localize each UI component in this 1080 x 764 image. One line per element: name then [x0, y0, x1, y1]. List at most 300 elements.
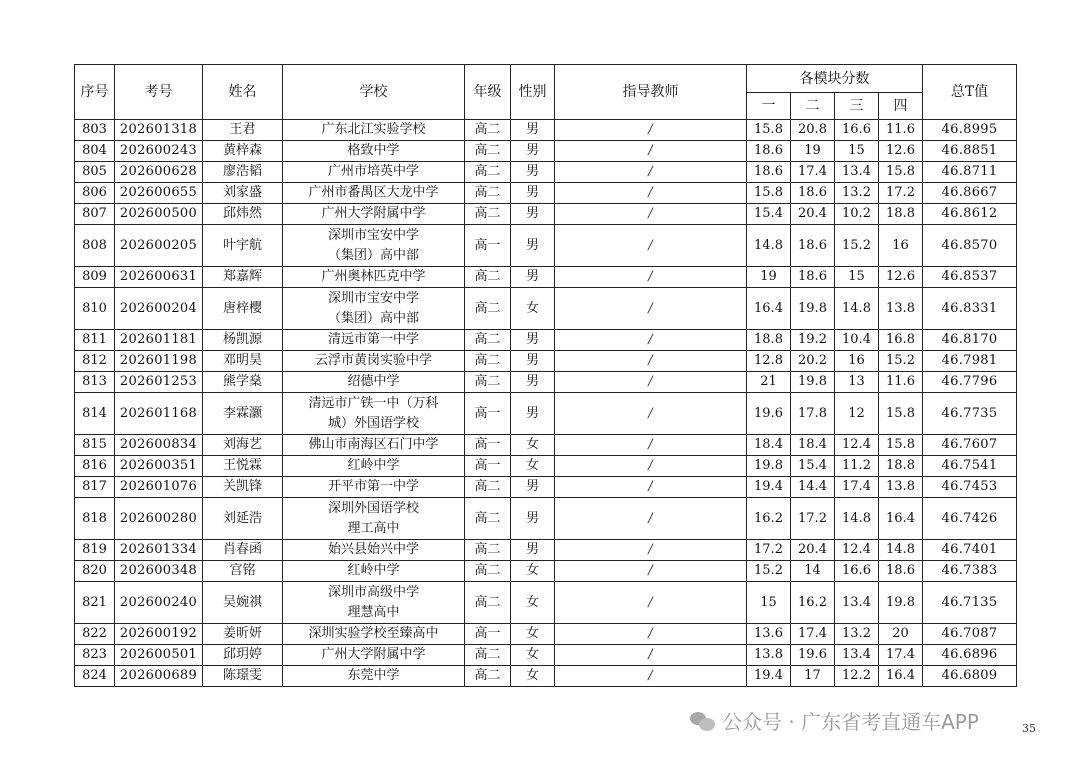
cell-grade: 高一: [465, 435, 511, 456]
cell-module-2: 18.6: [791, 225, 835, 267]
cell-teacher: /: [555, 435, 747, 456]
cell-name: 郑嘉辉: [203, 267, 283, 288]
cell-gender: 男: [511, 330, 555, 351]
table-row: [75, 456, 1017, 477]
school-line: 理慧高中: [347, 604, 400, 620]
cell-exam-no: 202601181: [115, 330, 203, 351]
col-grade: 年级: [465, 65, 511, 120]
cell-module-3: 12.4: [835, 540, 879, 561]
cell-gender: 男: [511, 141, 555, 162]
cell-module-4: 18.8: [879, 204, 923, 225]
cell-exam-no: 202600348: [115, 561, 203, 582]
cell-exam-no: 202600240: [115, 582, 203, 624]
cell-module-4: 12.6: [879, 267, 923, 288]
cell-teacher: /: [555, 288, 747, 330]
cell-module-4: 16.4: [879, 498, 923, 540]
cell-grade: 高二: [465, 666, 511, 687]
cell-exam-no: 202600204: [115, 288, 203, 330]
cell-total: 46.7796: [923, 372, 1017, 393]
cell-module-4: 17.4: [879, 645, 923, 666]
cell-grade: 高二: [465, 582, 511, 624]
cell-total: 46.7383: [923, 561, 1017, 582]
cell-exam-no: 202600351: [115, 456, 203, 477]
cell-total: 46.8170: [923, 330, 1017, 351]
cell-seq: 803: [75, 120, 115, 141]
col-modules: 各模块分数: [747, 65, 923, 93]
school-line: 云浮市黄岗实验中学: [314, 353, 432, 368]
cell-module-2: 17.4: [791, 624, 835, 645]
cell-module-1: 18.4: [747, 435, 791, 456]
cell-module-2: 19.2: [791, 330, 835, 351]
cell-school: [283, 204, 465, 225]
cell-teacher: /: [555, 645, 747, 666]
cell-gender: 男: [511, 393, 555, 435]
cell-teacher: /: [555, 162, 747, 183]
cell-module-1: 13.8: [747, 645, 791, 666]
cell-name: 吴婉祺: [203, 582, 283, 624]
school-line: 始兴县始兴中学: [327, 542, 419, 557]
cell-gender: 女: [511, 645, 555, 666]
cell-seq: 812: [75, 351, 115, 372]
cell-seq: 808: [75, 225, 115, 267]
cell-exam-no: 202600280: [115, 498, 203, 540]
school-line: 红岭中学: [347, 563, 400, 578]
cell-module-3: 11.2: [835, 456, 879, 477]
cell-module-1: 18.6: [747, 162, 791, 183]
cell-school: [283, 624, 465, 645]
col-seq: 序号: [75, 65, 115, 120]
cell-seq: 815: [75, 435, 115, 456]
col-total: 总T值: [923, 65, 1017, 120]
cell-seq: 817: [75, 477, 115, 498]
cell-school: [283, 267, 465, 288]
cell-module-2: 14: [791, 561, 835, 582]
cell-school: [283, 582, 465, 624]
cell-exam-no: 202601253: [115, 372, 203, 393]
cell-module-4: 18.8: [879, 456, 923, 477]
table-row: [75, 435, 1017, 456]
cell-seq: 809: [75, 267, 115, 288]
table-row: [75, 225, 1017, 267]
cell-total: 46.7426: [923, 498, 1017, 540]
cell-gender: 男: [511, 498, 555, 540]
cell-seq: 804: [75, 141, 115, 162]
cell-module-4: 15.2: [879, 351, 923, 372]
cell-exam-no: 202600655: [115, 183, 203, 204]
cell-module-2: 20.8: [791, 120, 835, 141]
cell-module-2: 14.4: [791, 477, 835, 498]
cell-name: 黄梓森: [203, 141, 283, 162]
cell-school: [283, 162, 465, 183]
cell-module-1: 16.4: [747, 288, 791, 330]
table-row: [75, 183, 1017, 204]
cell-exam-no: 202600192: [115, 624, 203, 645]
cell-module-3: 13: [835, 372, 879, 393]
cell-module-1: 18.8: [747, 330, 791, 351]
cell-module-2: 18.4: [791, 435, 835, 456]
cell-module-2: 17: [791, 666, 835, 687]
cell-module-3: 12: [835, 393, 879, 435]
cell-teacher: /: [555, 582, 747, 624]
school-line: 广州大学附属中学: [321, 206, 426, 221]
table-row: [75, 162, 1017, 183]
school-line: 格致中学: [347, 143, 400, 158]
table-row: [75, 204, 1017, 225]
cell-gender: 男: [511, 120, 555, 141]
cell-teacher: /: [555, 666, 747, 687]
school-line: 清远市广铁一中（万科: [308, 395, 439, 411]
cell-exam-no: 202600205: [115, 225, 203, 267]
cell-name: 杨凯源: [203, 330, 283, 351]
col-teacher: 指导教师: [555, 65, 747, 120]
cell-module-2: 20.2: [791, 351, 835, 372]
cell-module-3: 13.2: [835, 624, 879, 645]
cell-module-1: 14.8: [747, 225, 791, 267]
table-row: [75, 540, 1017, 561]
wechat-icon: [690, 710, 716, 732]
cell-module-3: 15: [835, 267, 879, 288]
school-line: 深圳市宝安中学: [327, 227, 419, 243]
cell-teacher: /: [555, 120, 747, 141]
cell-total: 46.8711: [923, 162, 1017, 183]
cell-exam-no: 202600689: [115, 666, 203, 687]
table-row: [75, 351, 1017, 372]
cell-teacher: /: [555, 456, 747, 477]
watermark-text: 公众号 · 广东省考直通车APP: [722, 710, 979, 734]
table-row: [75, 120, 1017, 141]
score-table: [74, 64, 1017, 687]
cell-module-2: 18.6: [791, 267, 835, 288]
cell-total: 46.6896: [923, 645, 1017, 666]
table-row: [75, 645, 1017, 666]
cell-module-2: 19.8: [791, 372, 835, 393]
cell-module-4: 11.6: [879, 372, 923, 393]
cell-gender: 女: [511, 561, 555, 582]
cell-total: 46.7401: [923, 540, 1017, 561]
cell-exam-no: 202600631: [115, 267, 203, 288]
school-line: 广东北江实验学校: [321, 122, 426, 137]
cell-name: 陈璟雯: [203, 666, 283, 687]
cell-module-1: 21: [747, 372, 791, 393]
cell-module-2: 19: [791, 141, 835, 162]
cell-grade: 高二: [465, 120, 511, 141]
cell-exam-no: 202601334: [115, 540, 203, 561]
cell-gender: 女: [511, 288, 555, 330]
cell-teacher: /: [555, 351, 747, 372]
cell-name: 刘海艺: [203, 435, 283, 456]
cell-grade: 高二: [465, 540, 511, 561]
school-line: 清远市第一中学: [327, 332, 419, 347]
cell-gender: 女: [511, 456, 555, 477]
cell-module-4: 18.6: [879, 561, 923, 582]
school-line: 绍德中学: [347, 374, 400, 389]
cell-gender: 男: [511, 351, 555, 372]
cell-total: 46.8331: [923, 288, 1017, 330]
cell-module-1: 13.6: [747, 624, 791, 645]
cell-school: [283, 498, 465, 540]
cell-school: [283, 540, 465, 561]
cell-name: 刘家盛: [203, 183, 283, 204]
cell-teacher: /: [555, 498, 747, 540]
cell-school: [283, 372, 465, 393]
cell-module-1: 17.2: [747, 540, 791, 561]
cell-total: 46.7135: [923, 582, 1017, 624]
cell-grade: 高二: [465, 162, 511, 183]
cell-school: [283, 477, 465, 498]
cell-seq: 814: [75, 393, 115, 435]
cell-exam-no: 202600243: [115, 141, 203, 162]
cell-name: 邱炜然: [203, 204, 283, 225]
cell-teacher: /: [555, 477, 747, 498]
cell-seq: 821: [75, 582, 115, 624]
cell-grade: 高二: [465, 372, 511, 393]
cell-total: 46.7735: [923, 393, 1017, 435]
cell-module-2: 16.2: [791, 582, 835, 624]
cell-seq: 811: [75, 330, 115, 351]
cell-grade: 高二: [465, 183, 511, 204]
cell-module-3: 10.4: [835, 330, 879, 351]
cell-name: 关凯锋: [203, 477, 283, 498]
col-gender: 性别: [511, 65, 555, 120]
cell-seq: 807: [75, 204, 115, 225]
cell-school: [283, 120, 465, 141]
school-line: 广州奥林匹克中学: [321, 269, 426, 284]
cell-seq: 823: [75, 645, 115, 666]
cell-gender: 男: [511, 372, 555, 393]
cell-module-1: 19: [747, 267, 791, 288]
cell-school: [283, 393, 465, 435]
watermark: [690, 706, 979, 735]
cell-total: 46.8537: [923, 267, 1017, 288]
score-sheet: [74, 64, 1016, 687]
cell-grade: 高一: [465, 624, 511, 645]
table-row: [75, 393, 1017, 435]
cell-module-4: 16.8: [879, 330, 923, 351]
cell-exam-no: 202601198: [115, 351, 203, 372]
cell-gender: 女: [511, 666, 555, 687]
cell-name: 唐梓樱: [203, 288, 283, 330]
cell-module-1: 15.8: [747, 183, 791, 204]
cell-name: 王悦霖: [203, 456, 283, 477]
cell-module-3: 10.2: [835, 204, 879, 225]
col-module-1: 一: [747, 93, 791, 120]
cell-name: 宫铭: [203, 561, 283, 582]
cell-name: 刘延浩: [203, 498, 283, 540]
school-line: 佛山市南海区石门中学: [308, 437, 439, 452]
table-row: [75, 267, 1017, 288]
cell-seq: 810: [75, 288, 115, 330]
cell-grade: 高二: [465, 645, 511, 666]
cell-exam-no: 202600500: [115, 204, 203, 225]
cell-exam-no: 202601076: [115, 477, 203, 498]
cell-school: [283, 645, 465, 666]
cell-teacher: /: [555, 183, 747, 204]
cell-school: [283, 330, 465, 351]
cell-grade: 高一: [465, 393, 511, 435]
page-number: 35: [1022, 722, 1036, 735]
cell-school: [283, 561, 465, 582]
table-row: [75, 372, 1017, 393]
cell-grade: 高二: [465, 561, 511, 582]
cell-gender: 女: [511, 435, 555, 456]
col-school: 学校: [283, 65, 465, 120]
cell-module-4: 16.4: [879, 666, 923, 687]
school-line: 深圳市高级中学: [327, 584, 419, 600]
school-line: （集团）高中部: [327, 247, 419, 263]
cell-module-3: 12.4: [835, 435, 879, 456]
cell-module-1: 15.4: [747, 204, 791, 225]
cell-seq: 819: [75, 540, 115, 561]
cell-module-3: 13.4: [835, 162, 879, 183]
cell-gender: 男: [511, 225, 555, 267]
cell-module-4: 13.8: [879, 477, 923, 498]
cell-seq: 818: [75, 498, 115, 540]
cell-school: [283, 225, 465, 267]
cell-name: 姜昕妍: [203, 624, 283, 645]
cell-teacher: /: [555, 330, 747, 351]
cell-total: 46.8667: [923, 183, 1017, 204]
school-line: 深圳市宝安中学: [327, 290, 419, 306]
school-line: 深圳外国语学校: [327, 500, 419, 516]
cell-name: 邱玥婷: [203, 645, 283, 666]
cell-school: [283, 288, 465, 330]
cell-module-4: 15.8: [879, 435, 923, 456]
table-header: [75, 65, 1017, 120]
col-exam-no: 考号: [115, 65, 203, 120]
cell-school: [283, 183, 465, 204]
cell-name: 王君: [203, 120, 283, 141]
cell-grade: 高二: [465, 351, 511, 372]
table-row: [75, 141, 1017, 162]
cell-module-1: 19.4: [747, 477, 791, 498]
cell-module-3: 15: [835, 141, 879, 162]
cell-module-2: 20.4: [791, 204, 835, 225]
table-row: [75, 561, 1017, 582]
cell-total: 46.7981: [923, 351, 1017, 372]
cell-module-1: 15.8: [747, 120, 791, 141]
cell-gender: 女: [511, 582, 555, 624]
cell-module-3: 16.6: [835, 561, 879, 582]
cell-module-4: 12.6: [879, 141, 923, 162]
cell-module-3: 13.4: [835, 645, 879, 666]
school-line: 红岭中学: [347, 458, 400, 473]
cell-teacher: /: [555, 372, 747, 393]
cell-module-1: 18.6: [747, 141, 791, 162]
cell-name: 叶宇航: [203, 225, 283, 267]
table-row: [75, 624, 1017, 645]
school-line: （集团）高中部: [327, 310, 419, 326]
cell-module-2: 20.4: [791, 540, 835, 561]
cell-module-2: 19.6: [791, 645, 835, 666]
cell-grade: 高二: [465, 477, 511, 498]
cell-module-4: 17.2: [879, 183, 923, 204]
cell-module-3: 15.2: [835, 225, 879, 267]
cell-seq: 824: [75, 666, 115, 687]
cell-teacher: /: [555, 204, 747, 225]
school-line: 城）外国语学校: [327, 415, 419, 431]
cell-module-1: 15.2: [747, 561, 791, 582]
cell-school: [283, 351, 465, 372]
cell-school: [283, 141, 465, 162]
table-row: [75, 666, 1017, 687]
cell-exam-no: 202600501: [115, 645, 203, 666]
cell-module-1: 19.4: [747, 666, 791, 687]
cell-module-2: 18.6: [791, 183, 835, 204]
cell-exam-no: 202601318: [115, 120, 203, 141]
cell-exam-no: 202600628: [115, 162, 203, 183]
cell-grade: 高二: [465, 498, 511, 540]
col-module-3: 三: [835, 93, 879, 120]
cell-grade: 高二: [465, 204, 511, 225]
cell-gender: 男: [511, 477, 555, 498]
cell-seq: 816: [75, 456, 115, 477]
cell-teacher: /: [555, 225, 747, 267]
cell-module-4: 11.6: [879, 120, 923, 141]
cell-module-2: 17.2: [791, 498, 835, 540]
cell-module-4: 15.8: [879, 393, 923, 435]
col-name: 姓名: [203, 65, 283, 120]
cell-total: 46.7087: [923, 624, 1017, 645]
cell-total: 46.8995: [923, 120, 1017, 141]
cell-module-1: 19.8: [747, 456, 791, 477]
cell-grade: 高二: [465, 267, 511, 288]
cell-seq: 822: [75, 624, 115, 645]
col-module-4: 四: [879, 93, 923, 120]
cell-module-2: 19.8: [791, 288, 835, 330]
school-line: 广州市培英中学: [327, 164, 419, 179]
school-line: 广州大学附属中学: [321, 647, 426, 662]
cell-module-2: 17.4: [791, 162, 835, 183]
cell-school: [283, 666, 465, 687]
cell-seq: 820: [75, 561, 115, 582]
cell-module-4: 15.8: [879, 162, 923, 183]
cell-teacher: /: [555, 561, 747, 582]
table-row: [75, 477, 1017, 498]
cell-module-4: 16: [879, 225, 923, 267]
cell-name: 李霖灏: [203, 393, 283, 435]
cell-teacher: /: [555, 624, 747, 645]
cell-total: 46.8570: [923, 225, 1017, 267]
cell-gender: 男: [511, 540, 555, 561]
cell-module-4: 13.8: [879, 288, 923, 330]
cell-module-3: 12.2: [835, 666, 879, 687]
cell-exam-no: 202600834: [115, 435, 203, 456]
cell-gender: 男: [511, 162, 555, 183]
cell-module-3: 14.8: [835, 288, 879, 330]
cell-grade: 高二: [465, 141, 511, 162]
cell-module-1: 19.6: [747, 393, 791, 435]
cell-module-3: 13.4: [835, 582, 879, 624]
school-line: 东莞中学: [347, 668, 400, 683]
cell-total: 46.6809: [923, 666, 1017, 687]
cell-name: 熊学燊: [203, 372, 283, 393]
cell-grade: 高一: [465, 225, 511, 267]
cell-teacher: /: [555, 540, 747, 561]
cell-grade: 高一: [465, 456, 511, 477]
cell-school: [283, 435, 465, 456]
cell-exam-no: 202601168: [115, 393, 203, 435]
cell-module-4: 14.8: [879, 540, 923, 561]
cell-total: 46.8851: [923, 141, 1017, 162]
cell-name: 邓明昊: [203, 351, 283, 372]
school-line: 深圳实验学校至臻高中: [308, 626, 439, 641]
table-body: [75, 120, 1017, 687]
school-line: 广州市番禺区大龙中学: [308, 185, 439, 200]
cell-seq: 813: [75, 372, 115, 393]
cell-school: [283, 456, 465, 477]
cell-teacher: /: [555, 141, 747, 162]
col-module-2: 二: [791, 93, 835, 120]
